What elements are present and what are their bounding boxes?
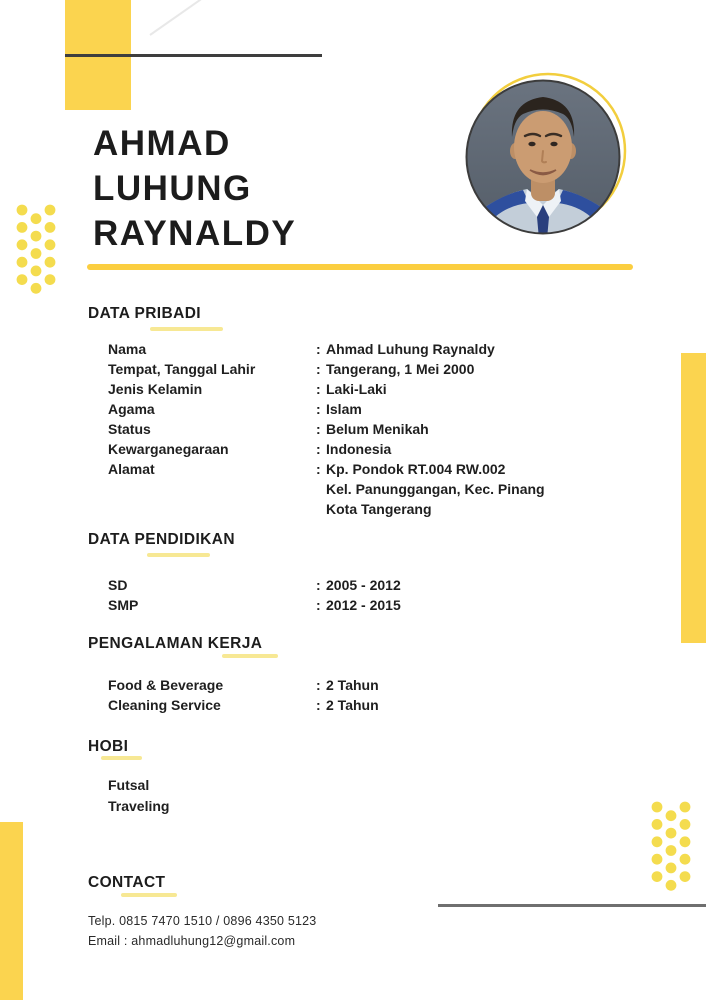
- colon: [316, 479, 326, 499]
- section-underline: [101, 756, 142, 760]
- table-row: [108, 499, 668, 519]
- colon: :: [316, 441, 321, 457]
- dots-decoration: [15, 203, 57, 295]
- field-label: Jenis Kelamin: [108, 381, 203, 397]
- field-label: SMP: [108, 597, 139, 613]
- table-row: [108, 675, 668, 695]
- field-value: Islam: [326, 401, 362, 417]
- field-label: Alamat: [108, 461, 155, 477]
- table-row: [108, 479, 668, 499]
- field-value: 2 Tahun: [326, 677, 379, 693]
- section-underline: [147, 553, 210, 557]
- field-label: Tempat, Tanggal Lahir: [108, 361, 256, 377]
- table-row: [108, 695, 668, 715]
- field-value: Belum Menikah: [326, 421, 429, 437]
- colon: :: [316, 461, 321, 477]
- name-line-2: LUHUNG: [93, 169, 252, 208]
- email-address: Email : ahmadluhung12@gmail.com: [88, 934, 296, 948]
- field-label: Food & Beverage: [108, 677, 224, 693]
- table-row: [108, 595, 668, 615]
- diagonal-line-decoration: [149, 0, 201, 36]
- field-label: Kewarganegaraan: [108, 441, 229, 457]
- field-label: SD: [108, 577, 128, 593]
- colon: :: [316, 341, 321, 357]
- field-value: Laki-Laki: [326, 381, 387, 397]
- data-pendidikan-rows: [108, 575, 668, 615]
- section-title-pengalaman-kerja: PENGALAMAN KERJA: [88, 635, 263, 652]
- table-row: [108, 359, 668, 379]
- phone-number: Telp. 0815 7470 1510 / 0896 4350 5123: [88, 914, 317, 928]
- section-underline: [121, 893, 177, 897]
- section-underline: [150, 327, 223, 331]
- colon: [316, 499, 326, 519]
- profile-photo: [463, 77, 623, 237]
- section-title-contact: CONTACT: [88, 874, 166, 891]
- field-label: [108, 499, 316, 519]
- person-name: [93, 121, 296, 256]
- field-value: 2 Tahun: [326, 697, 379, 713]
- colon: :: [316, 577, 321, 593]
- colon: :: [316, 677, 321, 693]
- table-row: [108, 419, 668, 439]
- field-value: Ahmad Luhung Raynaldy: [326, 341, 495, 357]
- pengalaman-kerja-rows: [108, 675, 668, 715]
- list-item: Futsal: [108, 777, 150, 793]
- field-label: Agama: [108, 401, 155, 417]
- table-row: [108, 575, 668, 595]
- field-value: Kp. Pondok RT.004 RW.002: [326, 461, 506, 477]
- field-label: Cleaning Service: [108, 697, 221, 713]
- table-row: [108, 339, 668, 359]
- table-row: [108, 399, 668, 419]
- section-title-hobi: HOBI: [88, 738, 129, 755]
- colon: :: [316, 421, 321, 437]
- table-row: [108, 379, 668, 399]
- hobi-list: [108, 775, 668, 816]
- colon: :: [316, 401, 321, 417]
- list-item: Traveling: [108, 797, 170, 814]
- field-value: 2012 - 2015: [326, 597, 401, 613]
- field-value: 2005 - 2012: [326, 577, 401, 593]
- field-value: Kel. Panunggangan, Kec. Pinang: [326, 481, 545, 497]
- table-row: [108, 459, 668, 479]
- name-underline-decoration: [87, 264, 633, 270]
- section-title-data-pribadi: DATA PRIBADI: [88, 305, 202, 322]
- section-title-data-pendidikan: DATA PENDIDIKAN: [88, 531, 235, 548]
- yellow-bar-right-decoration: [681, 353, 706, 643]
- field-value: Tangerang, 1 Mei 2000: [326, 361, 475, 377]
- yellow-bar-bottomleft-decoration: [0, 822, 23, 1000]
- name-line-1: AHMAD: [93, 124, 231, 163]
- colon: :: [316, 597, 321, 613]
- top-divider-line: [65, 54, 322, 57]
- dots-decoration: [650, 800, 692, 892]
- table-row: [108, 439, 668, 459]
- field-label: Nama: [108, 341, 147, 357]
- name-line-3: RAYNALDY: [93, 214, 297, 253]
- data-pribadi-rows: [108, 339, 668, 519]
- colon: :: [316, 697, 321, 713]
- field-value: Indonesia: [326, 441, 392, 457]
- bottom-divider-line: [438, 904, 706, 907]
- section-underline: [222, 654, 278, 658]
- field-label: Status: [108, 421, 151, 437]
- field-value: Kota Tangerang: [326, 501, 432, 517]
- colon: :: [316, 361, 321, 377]
- colon: :: [316, 381, 321, 397]
- field-label: [108, 479, 316, 499]
